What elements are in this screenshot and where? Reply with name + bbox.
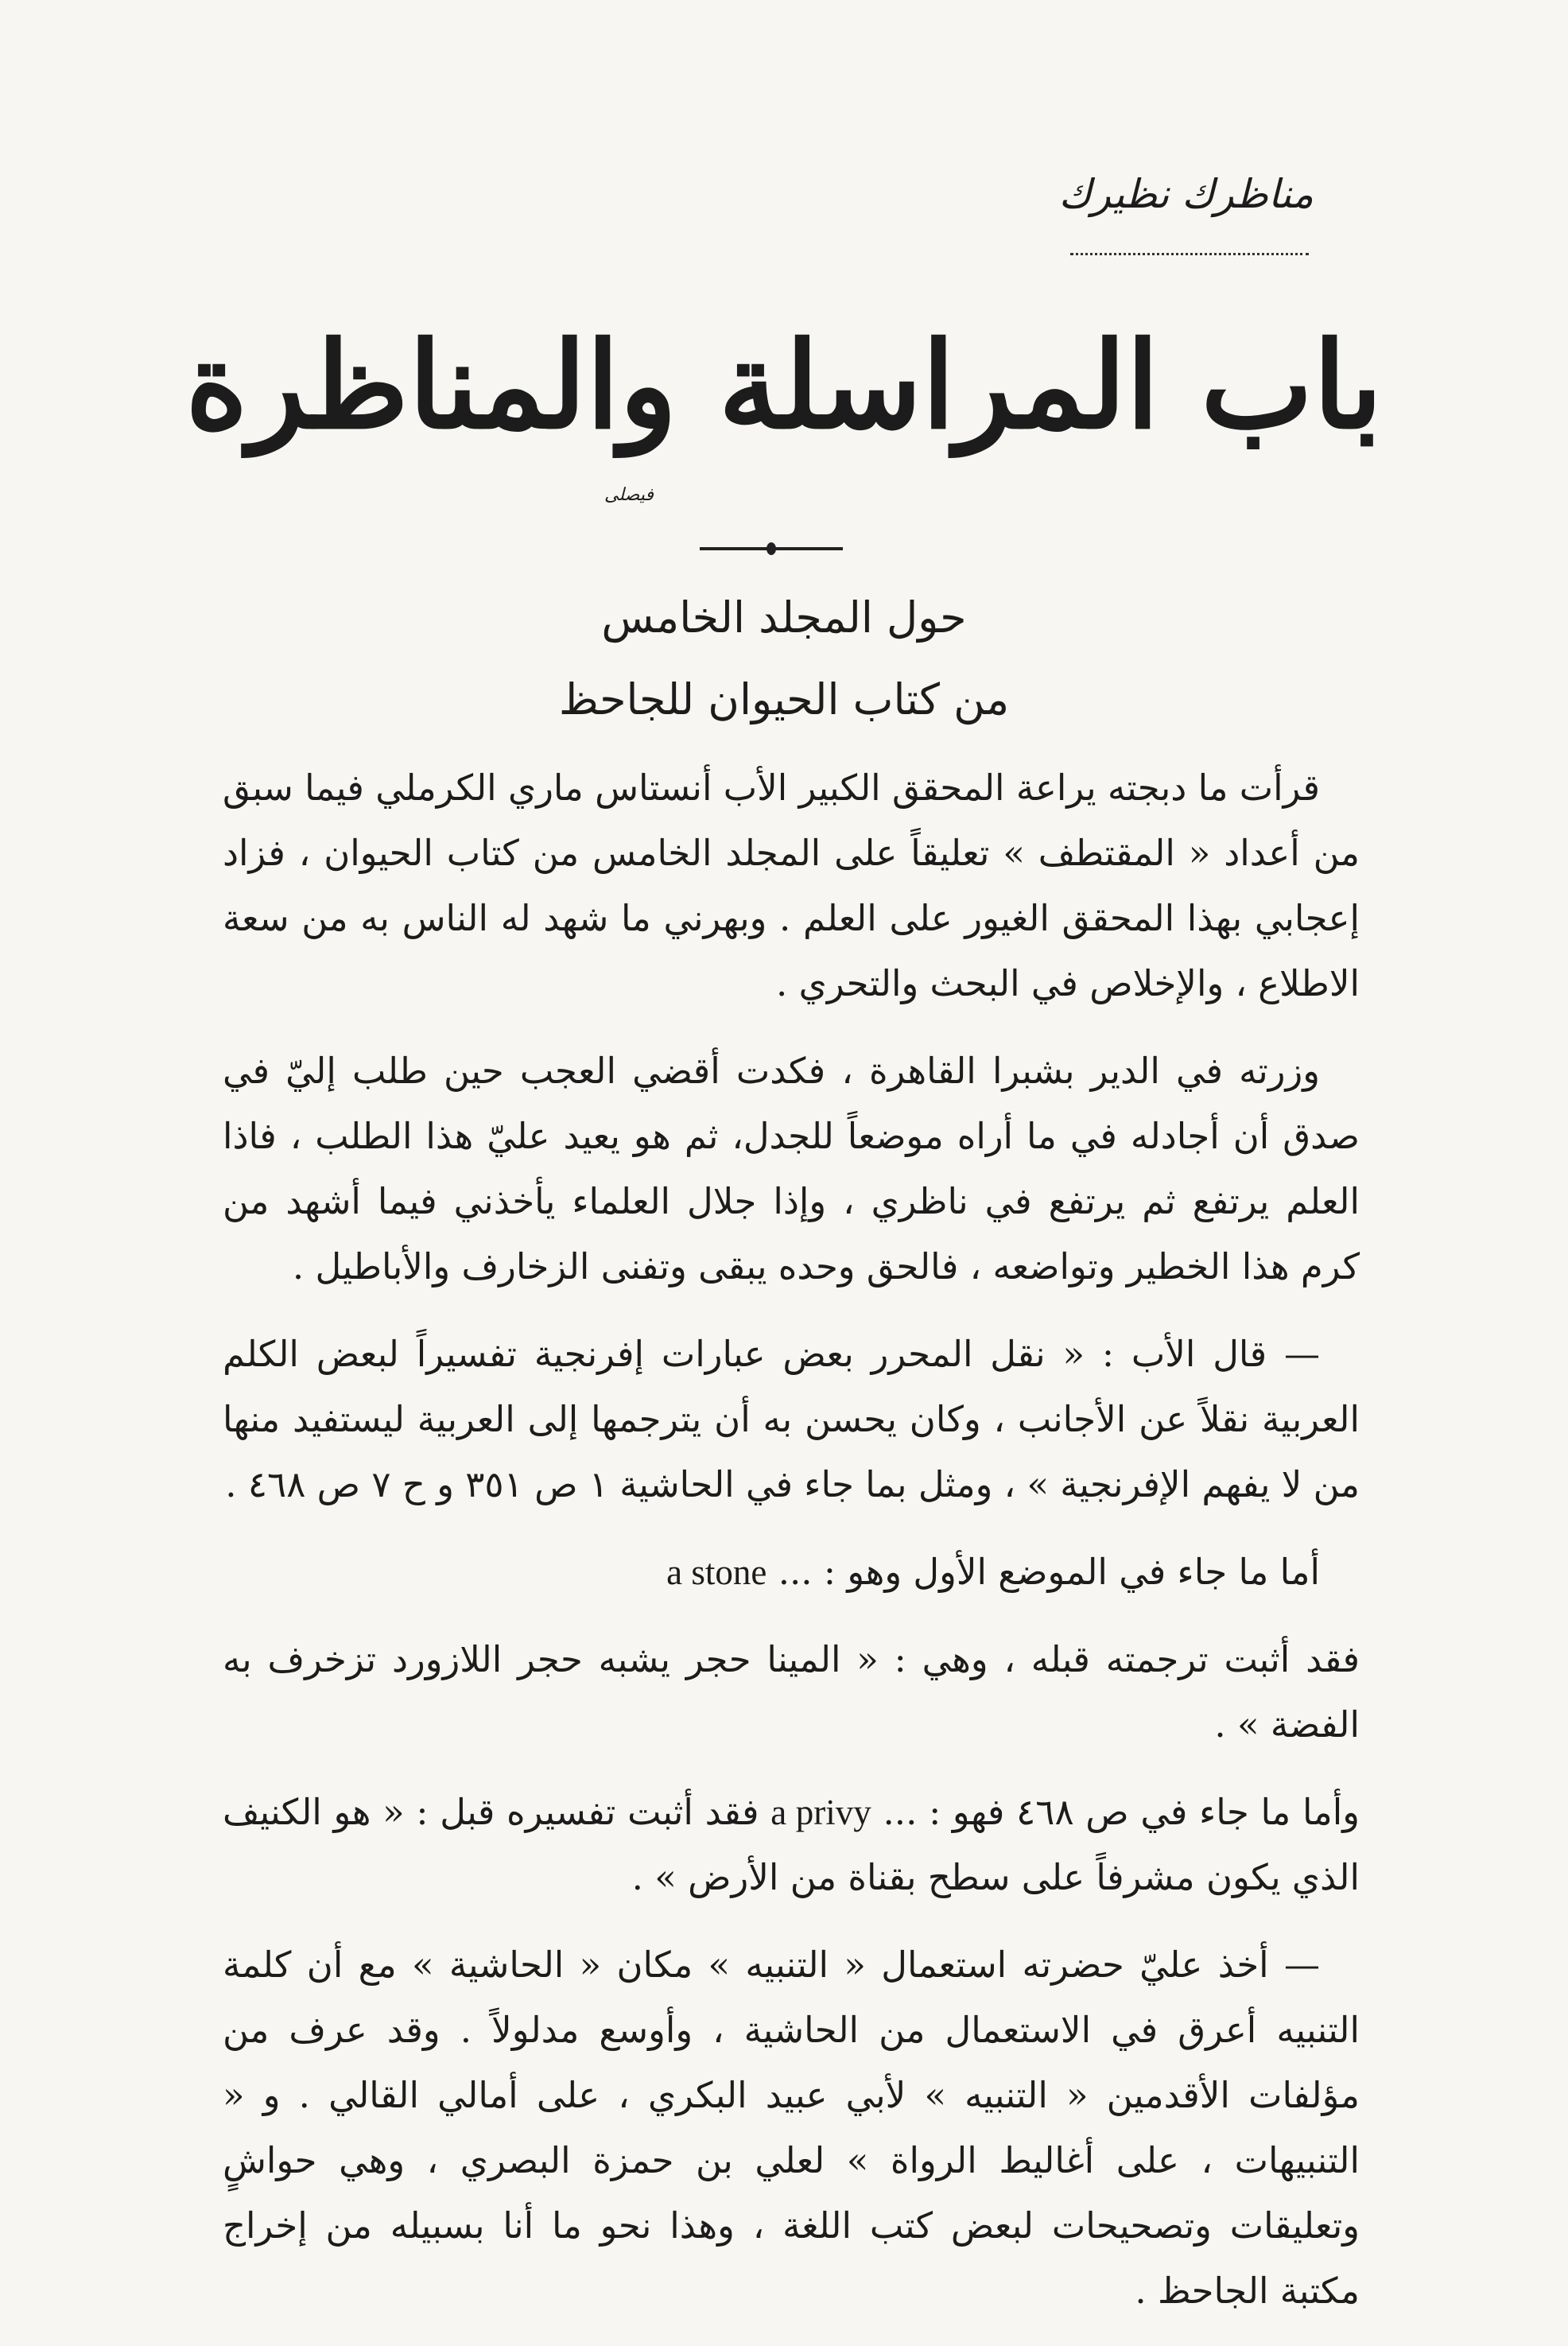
calligrapher-signature: فيصلى <box>604 485 654 505</box>
paragraph: وزرته في الدير بشبرا القاهرة ، فكدت أقضي العجب حين طلب إليّ في صدق أن أجادله في ما أراه موضعاً للجدل، ثم هو يعيد عليّ هذا الطلب ، فاذا العلم يرتفع ثم يرتفع في ناظري ، وإذا جلال العلماء يأخذني فيما أشهد من كرم هذا الخطير وتواضعه ، فالحق وحده يبقى وتفنى الزخارف والأباطيل . <box>223 1050 1360 1288</box>
page-slogan: مناظرك نظيرك <box>1058 171 1314 217</box>
privy-explanation: فقد أثبت تفسيره قبل : « هو الكنيف <box>223 1791 759 1833</box>
paragraph: — أخذ عليّ حضرته استعمال « التنبيه » مكان « الحاشية » مع أن كلمة التنبيه أعرق في الاستعمال من الحاشية ، وأوسع مدلولاً . وقد عرف من مؤلفات الأقدمين « التنبيه » لأبي عبيد البكري ، على أمالي القالي . و « التنبيهات ، على أغاليط الرواة » لعلي بن حمزة البصري ، وهي حواشٍ وتعليقات وتصحيحات لبعض كتب اللغة ، وهذا نحو ما أنا بسبيله من إخراج مكتبة الجاحظ . <box>223 1944 1360 2312</box>
paragraph-stone <box>223 1540 1360 1605</box>
dotted-divider <box>1070 253 1309 255</box>
article-subtitle-2: من كتاب الحيوان للجاحظ <box>558 674 1010 724</box>
section-banner-title: باب المراسلة والمناظرة <box>185 316 1383 456</box>
paragraph: — قال الأب : « نقل المحرر بعض عبارات إفرنجية تفسيراً لبعض الكلم العربية نقلاً عن الأجانب ، وكان يحسن به أن يترجمها إلى العربية ليستفيد منها من لا يفهم الإفرنجية » ، ومثل بما جاء في الحاشية ١ ص ٣٥١ و ح ٧ ص ٤٦٨ . <box>223 1333 1360 1505</box>
ornamental-divider <box>700 547 843 550</box>
article-body <box>223 755 1360 2346</box>
stone-intro: أما ما جاء في الموضع الأول وهو : ... <box>778 1551 1320 1593</box>
article-subtitle-1: حول المجلد الخامس <box>601 592 967 643</box>
foreign-term-stone: a stone <box>666 1552 767 1592</box>
paragraph-privy <box>223 1780 1360 1910</box>
privy-explanation-end: الذي يكون مشرفاً على سطح بقناة من الأرض » . <box>631 1856 1360 1898</box>
foreign-term-privy: a privy <box>770 1793 871 1832</box>
paragraph: قرأت ما دبجته يراعة المحقق الكبير الأب أنستاس ماري الكرملي فيما سبق من أعداد « المقتطف » تعليقاً على المجلد الخامس من كتاب الحيوان ، فزاد إعجابي بهذا المحقق الغيور على العلم . وبهرني ما شهد له الناس به من سعة الاطلاع ، والإخلاص في البحث والتحري . <box>223 767 1360 1004</box>
privy-intro: وأما ما جاء في ص ٤٦٨ فهو : ... <box>883 1791 1360 1833</box>
paragraph: فقد أثبت ترجمته قبله ، وهي : « المينا حجر يشبه حجر اللازورد تزخرف به الفضة » . <box>223 1638 1360 1746</box>
